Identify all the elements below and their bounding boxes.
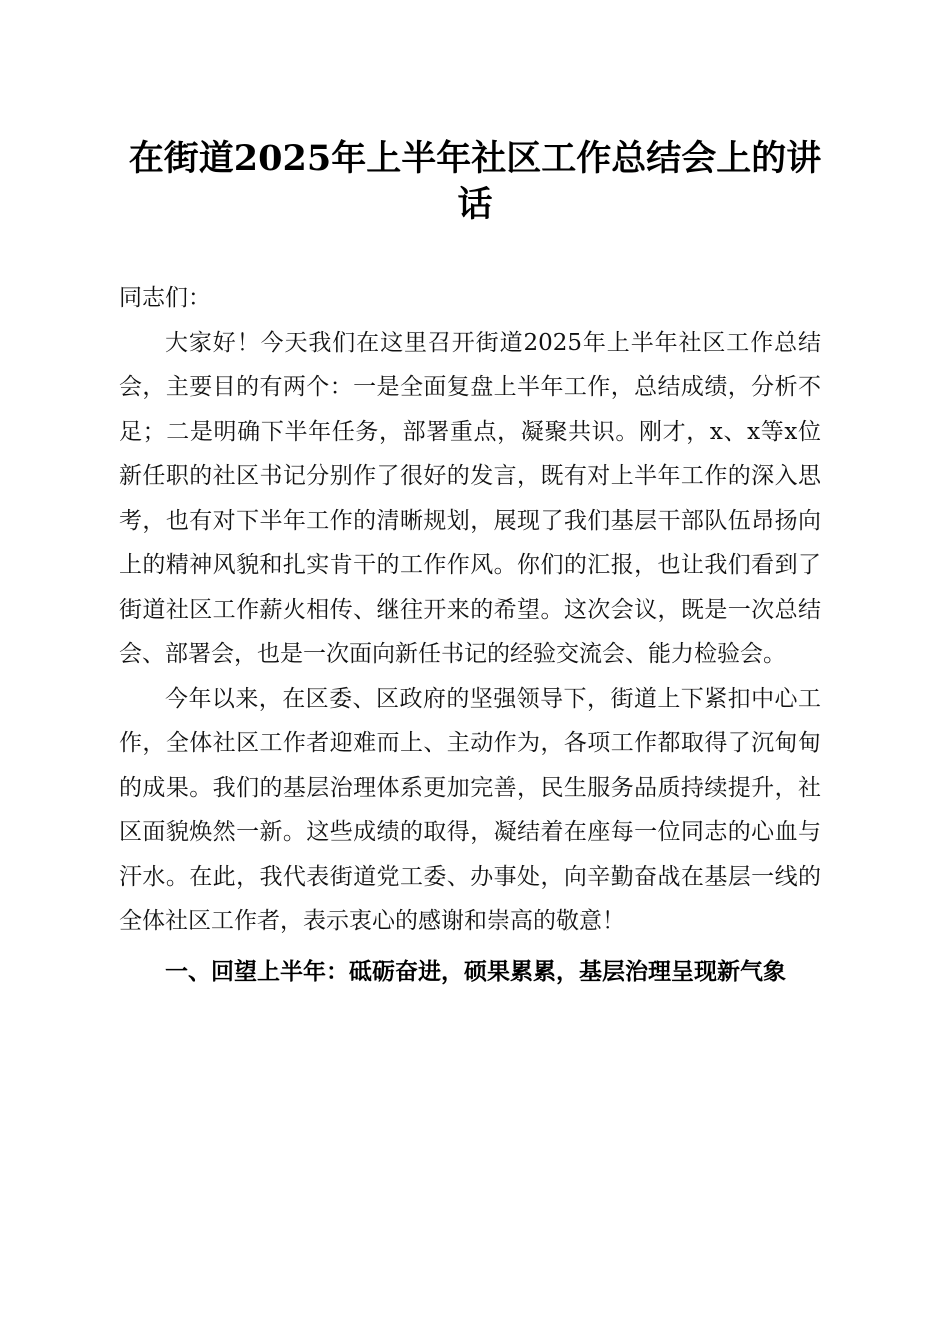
document-title: 在街道2025年上半年社区工作总结会上的讲话 [128, 138, 822, 225]
salutation: 同志们： [119, 285, 211, 311]
document-body [119, 276, 821, 994]
paragraph-achievements: 今年以来，在区委、区政府的坚强领导下，街道上下紧扣中心工作，全体社区工作者迎难而上、主动作为，各项工作都取得了沉甸甸的成果。我们的基层治理体系更加完善，民生服务品质持续提升，社区面貌焕然一新。这些成绩的取得，凝结着在座每一位同志的心血与汗水。在此，我代表街道党工委、办事处，向辛勤奋战在基层一线的全体社区工作者，表示衷心的感谢和崇高的敬意！ [119, 685, 821, 934]
section-heading: 一、回望上半年：砥砺奋进，硕果累累，基层治理呈现新气象 [165, 958, 786, 985]
paragraph-opening: 大家好！今天我们在这里召开街道2025年上半年社区工作总结会，主要目的有两个：一是全面复盘上半年工作，总结成绩，分析不足；二是明确下半年任务，部署重点，凝聚共识。刚才，x、x等x位新任职的社区书记分别作了很好的发言，既有对上半年工作的深入思考，也有对下半年工作的清晰规划，展现了我们基层干部队伍昂扬向上的精神风貌和扎实肯干的工作作风。你们的汇报，也让我们看到了街道社区工作薪火相传、继往开来的希望。这次会议，既是一次总结会、部署会，也是一次面向新任书记的经验交流会、能力检验会。 [119, 329, 821, 667]
